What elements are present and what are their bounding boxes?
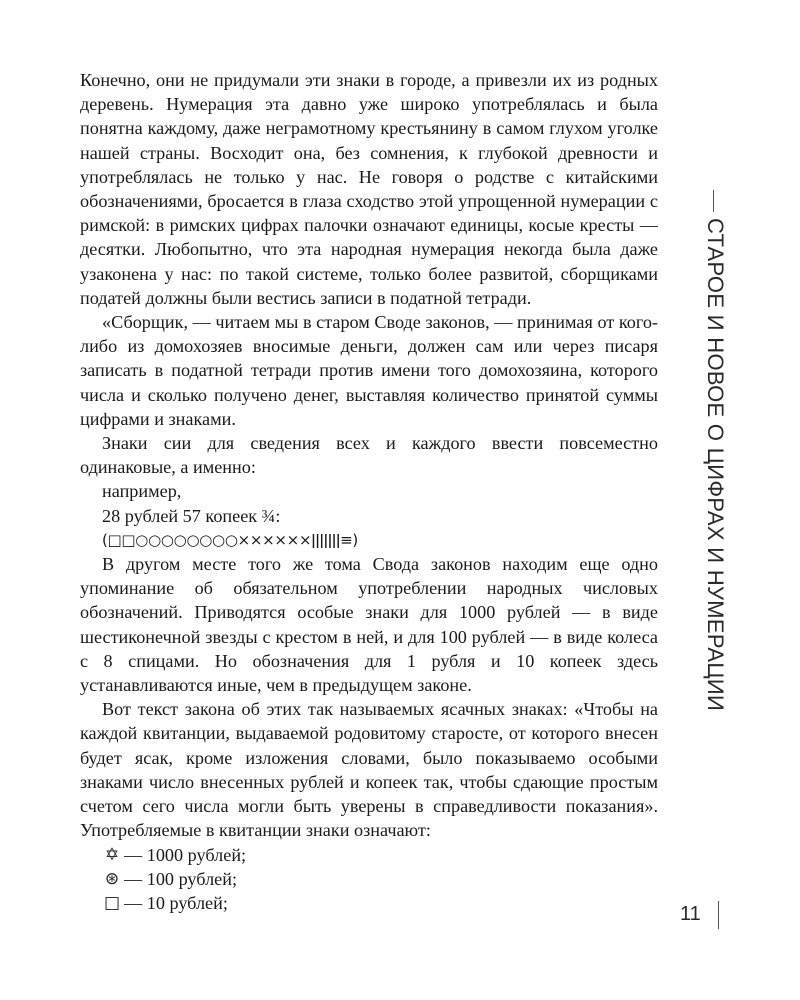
example-amount: 28 рублей 57 копеек ¾: [102, 505, 281, 526]
paragraph-2: «Сборщик, — читаем мы в старом Своде законов, — принимая от кого-либо из домохозяев вносимые деньги, должен сам или через писаря записать в податной тетради против имени того домохозяина, которого числа и сколько получено денег, выставляя количество принятой суммы цифрами и знаками. [80, 312, 658, 429]
paragraph-3: Знаки сии для сведения всех и каждого ввести повсеместно одинаковые, а именно: [80, 433, 658, 478]
legend-item-10 [80, 891, 658, 915]
page-number: 11 [680, 903, 701, 925]
legend-text-10: — 10 рублей; [124, 892, 228, 913]
page-body [80, 68, 658, 915]
square-icon: □ [103, 892, 121, 913]
six-pointed-star-with-cross-icon: ✡ [104, 844, 120, 865]
legend-text-100: — 100 рублей; [124, 868, 238, 889]
legend-item-1000 [80, 843, 658, 867]
side-header-rule [713, 190, 714, 212]
paragraph-4: В другом месте того же тома Свода законов находим еще одно упоминание об обязательном употреблении народных числовых обозначений. Приводятся особые знаки для 1000 рублей — в виде шестиконечной звезды с крестом в ней, и для 100 рублей — в виде колеса с 8 спицами. Но обозначения для 1 рубля и 10 копеек здесь устанавливаются иные, чем в предыдущем законе. [80, 554, 658, 696]
legend-text-1000: — 1000 рублей; [124, 844, 247, 865]
eight-spoke-wheel-icon: ⊛ [104, 868, 120, 889]
paragraph-1: Конечно, они не придумали эти знаки в городе, а привезли их из родных деревень. Нумерация эта давно уже широко употреблялась и была понятна каждому, даже неграмотному крестьянину в самом глухом уголке нашей страны. Восходит она, без сомнения, к глубокой древности и употреблялась не только у нас. Не говоря о родстве с китайскими обозначениями, бросается в глаза сходство этой упрощенной нумерации с римской: в римских цифрах палочки означают единицы, косые кресты — десятки. Любопытно, что эта народная нумерация некогда была даже узаконена у нас: по такой системе, только более развитой, сборщиками податей должны были вестись записи в податной тетради. [80, 70, 658, 308]
example-symbols: (□□○○○○○○○○××××××ǀǀǀǀǀǀǀ≡) [102, 530, 358, 549]
side-header-title: СТАРОЕ И НОВОЕ О ЦИФРАХ И НУМЕРАЦИИ [703, 218, 728, 712]
legend-item-100 [80, 867, 658, 891]
example-label: например, [102, 481, 182, 502]
page-number-rule [718, 901, 719, 929]
paragraph-5: Вот текст закона об этих так называемых ясачных знаках: «Чтобы на каждой квитанции, выдаваемой родовитому старосте, от которого внесен будет ясак, кроме изложения словами, было показываемо особыми знаками число внесенных рублей и копеек так, чтобы сдающие простым счетом сего числа могли быть уверены в справедливости показания». Употребляемые в квитанции знаки означают: [80, 699, 658, 841]
